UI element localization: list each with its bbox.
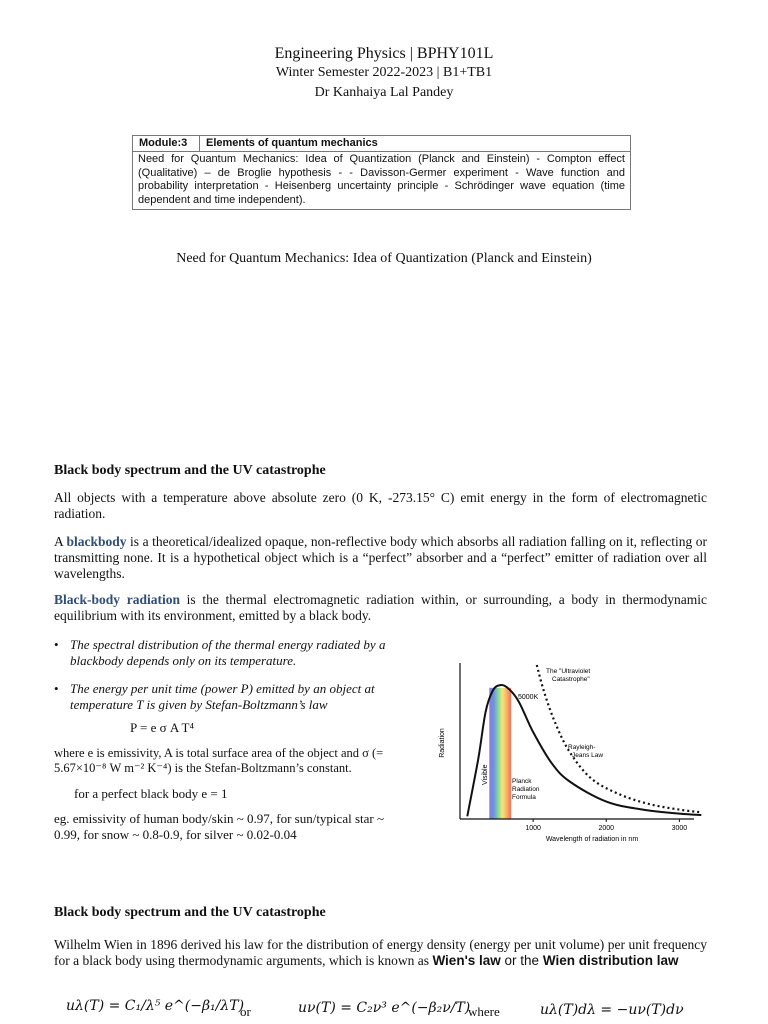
section2-paragraph bbox=[54, 937, 707, 969]
planck-label-line: Radiation bbox=[512, 786, 540, 793]
blackbody-definition: is a theoretical/idealized opaque, non-reflective body which absorbs all radiation falling on it, reflecting or transmitting none. It is a hypothetical object which is a “perfect” absorber and a “perfect” emitter of radiation over all wavelengths. bbox=[54, 534, 707, 581]
section2-title: Black body spectrum and the UV catastrophe bbox=[54, 905, 326, 920]
bullet-dot: • bbox=[54, 637, 59, 652]
radiation-definition: is the thermal electromagnetic radiation within, or surrounding, a body in thermodynamic equilibrium with its environment, emitted by a black body. bbox=[54, 592, 707, 623]
section-heading: Need for Quantum Mechanics: Idea of Quantization (Planck and Einstein) bbox=[176, 251, 592, 266]
planck-label bbox=[512, 778, 541, 801]
rj-label-line: Jeans Law bbox=[572, 752, 604, 759]
instructor-name: Dr Kanhaiya Lal Pandey bbox=[314, 85, 454, 100]
section1-paragraph-radiation bbox=[54, 592, 707, 624]
wien-equation-frequency: uν(T) = C₂ν³ e^(−β₂ν/T) bbox=[298, 1000, 471, 1016]
blackbody-chart bbox=[432, 655, 702, 850]
blackbody-term: blackbody bbox=[66, 534, 127, 549]
visible-label: Visible bbox=[482, 764, 489, 785]
bullet-spectral bbox=[54, 637, 404, 669]
x-tick-label: 1000 bbox=[525, 825, 541, 832]
section1-paragraph-blackbody bbox=[54, 534, 707, 582]
wien-intro: Wilhelm Wien in 1896 derived his law for the distribution of energy density (energy per unit volume) per unit frequency for a black body using thermodynamic arguments, which is known as bbox=[54, 937, 707, 968]
module-description: Need for Quantum Mechanics: Idea of Quantization (Planck and Einstein) - Compton effect (Qualitative) – de Broglie hypothesis - - Davisson-Germer experiment - Wave function and probability interpretation - Heisenberg uncertainty principle - Schrödinger wave equation (time dependent and time independent). bbox=[138, 153, 625, 206]
peak-label: 5000K bbox=[518, 694, 539, 701]
x-tick-label: 3000 bbox=[671, 825, 688, 832]
course-title: Engineering Physics | BPHY101L bbox=[274, 45, 494, 62]
y-axis-label: Radiation bbox=[439, 728, 446, 758]
module-header-row bbox=[133, 136, 630, 152]
uv-label-line: Catastrophe" bbox=[552, 676, 590, 683]
bullet-spectral-text: The spectral distribution of the thermal energy radiated by a blackbody depends only on its temperature. bbox=[70, 637, 386, 668]
module-syllabus-box bbox=[132, 135, 631, 210]
or-word: or bbox=[240, 1004, 251, 1019]
bullet-dot: • bbox=[54, 681, 59, 696]
perfect-body-note: for a perfect black body e = 1 bbox=[74, 786, 228, 801]
bullet-stefan bbox=[54, 681, 409, 713]
module-number: Module:3 bbox=[133, 136, 200, 151]
wien-distribution-term: Wien distribution law bbox=[542, 953, 679, 968]
uv-label bbox=[546, 668, 592, 683]
emissivity-examples: eg. emissivity of human body/skin ~ 0.97, for sun/typical star ~ 0.99, for snow ~ 0.8-0.9, for silver ~ 0.02-0.04 bbox=[54, 811, 385, 842]
wien-mid: or the bbox=[500, 953, 543, 968]
where-word: where bbox=[468, 1004, 500, 1019]
x-axis-label: Wavelength of radiation in nm bbox=[545, 836, 639, 843]
energy-relation-equation: uλ(T)dλ = −uν(T)dν bbox=[540, 1002, 684, 1018]
wien-equation-wavelength: uλ(T) = C₁/λ⁵ e^(−β₁/λT) bbox=[66, 998, 245, 1014]
radiation-term: Black-body radiation bbox=[54, 592, 180, 607]
section1-paragraph-1: All objects with a temperature above absolute zero (0 K, -273.15° C) emit energy in the form of electromagnetic radiation. bbox=[54, 490, 707, 521]
rj-label bbox=[568, 744, 603, 759]
rayleigh-jeans-curve bbox=[537, 665, 702, 812]
module-title: Elements of quantum mechanics bbox=[206, 137, 378, 149]
uv-label-line: The "Ultraviolet bbox=[546, 668, 591, 675]
stefan-boltzmann-formula: P = e σ A T⁴ bbox=[130, 720, 195, 735]
planck-label-line: Formula bbox=[512, 794, 536, 801]
semester-line: Winter Semester 2022-2023 | B1+TB1 bbox=[275, 65, 493, 80]
visible-band bbox=[489, 688, 511, 819]
x-tick-label: 2000 bbox=[598, 825, 615, 832]
bullet-stefan-text: The energy per unit time (power P) emitted by an object at temperature T is given by Stefan-Boltzmann’s law bbox=[70, 681, 375, 712]
wien-law-term: Wien's law bbox=[432, 953, 501, 968]
section1-title: Black body spectrum and the UV catastrophe bbox=[54, 463, 326, 478]
blackbody-pre: A bbox=[54, 534, 67, 549]
planck-label-line: Planck bbox=[512, 778, 532, 785]
emissivity-note: where e is emissivity, A is total surface area of the object and σ (= 5.67×10⁻⁸ W m⁻² K⁻⁴) is the Stefan-Boltzmann’s constant. bbox=[54, 746, 384, 775]
rj-label-line: Rayleigh- bbox=[568, 744, 596, 751]
